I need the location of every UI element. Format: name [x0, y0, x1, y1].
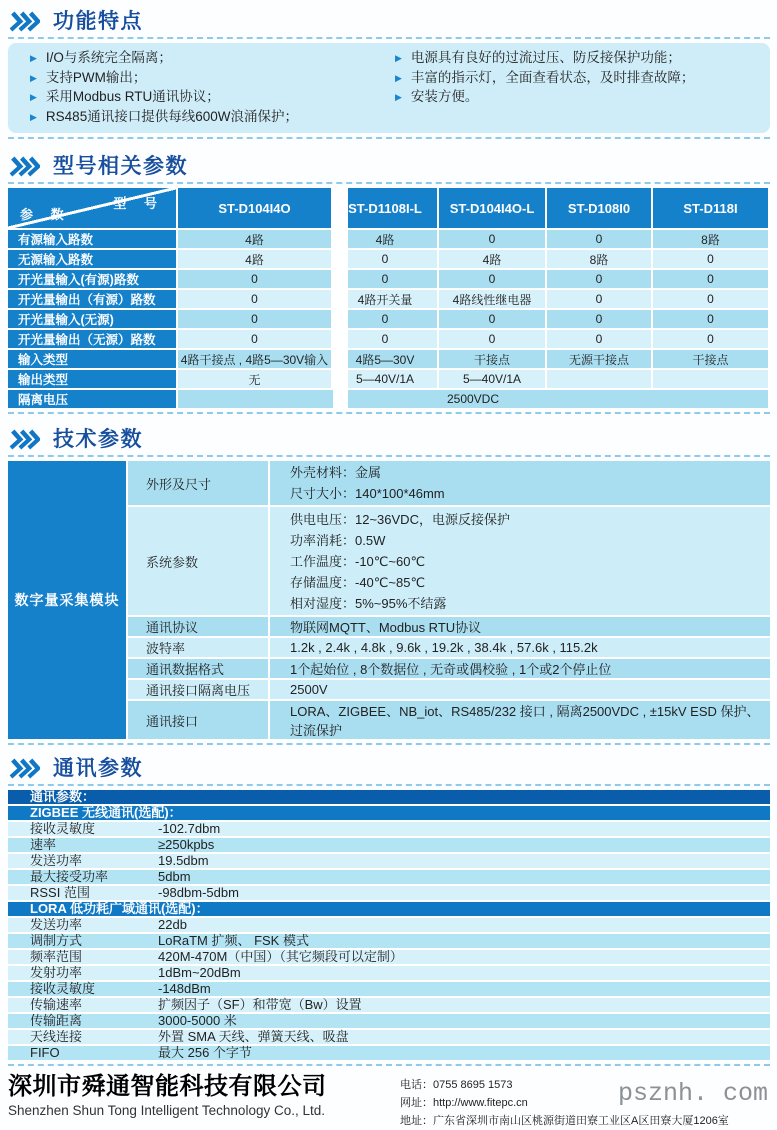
feature-item — [30, 69, 395, 89]
triangle-bullet-icon: ▶ — [30, 92, 37, 102]
cell: 0 — [547, 270, 653, 290]
cell: 5—40V/1A — [333, 370, 439, 390]
row-label: 隔离电压 — [8, 390, 178, 410]
cell: 0 — [333, 310, 439, 330]
cell: 8路 — [653, 230, 770, 250]
row-label: 开光量输出（有源）路数 — [8, 290, 178, 310]
cell: 物联网MQTT、Modbus RTU协议 — [270, 617, 770, 638]
cell: 4路干接点 , 4路5—30V输入 — [178, 350, 333, 370]
model-column-header: ST-D118I — [653, 188, 770, 230]
feature-text: I/O与系统完全隔离； — [45, 50, 172, 65]
comm-group-header-lora: LORA 低功耗广域通讯(选配)： — [8, 902, 770, 918]
feature-text: 电源具有良好的过流过压、防反接保护功能； — [410, 50, 681, 65]
row-label: 传输速率 — [30, 997, 83, 1012]
table-row — [8, 918, 770, 934]
cell: 2500V — [270, 680, 770, 701]
row-label: 输出类型 — [8, 370, 178, 390]
cell: 0 — [178, 330, 333, 350]
cell: 干接点 — [439, 350, 547, 370]
cell: 4路线性继电器 — [439, 290, 547, 310]
section-models-header — [10, 150, 770, 180]
cell: 5—40V/1A — [439, 370, 547, 390]
triangle-bullet-icon: ▶ — [395, 72, 402, 83]
model-column-header: ST-D104I4O — [178, 188, 333, 230]
row-label: 输入类型 — [8, 350, 178, 370]
row-label: 发送功率 — [30, 917, 83, 932]
cell: 0 — [333, 270, 439, 290]
table-row — [8, 838, 770, 854]
table-row — [8, 290, 770, 310]
watermark-text: psznh. com — [617, 1079, 768, 1108]
scan-column-gap — [333, 188, 348, 410]
features-box — [8, 43, 770, 133]
cell: 干接点 — [653, 350, 770, 370]
row-label: 通讯数据格式 — [128, 659, 270, 680]
divider — [8, 1064, 770, 1066]
cell: 0 — [547, 330, 653, 350]
tech-parameters-table — [8, 461, 770, 741]
feature-item — [395, 69, 760, 89]
cell: -148dBm — [158, 981, 211, 996]
cell: 1个起始位 , 8个数据位 , 无奇或偶校验 , 1个或2个停止位 — [270, 659, 770, 680]
cell: 0 — [439, 310, 547, 330]
row-label: 系统参数 — [128, 507, 270, 617]
feature-item — [30, 88, 395, 108]
cell: 扩频因子（SF）和带宽（Bw）设置 — [158, 997, 362, 1012]
section-title-comm: 通讯参数 — [53, 757, 143, 780]
cell: LoRaTM 扩频、 FSK 模式 — [158, 933, 309, 948]
cell: 0 — [653, 330, 770, 350]
cell: 最大 256 个字节 — [158, 1045, 252, 1060]
table-row — [8, 370, 770, 390]
table-row — [8, 1046, 770, 1062]
feature-text: 丰富的指示灯，全面查看状态，及时排查故障； — [410, 69, 695, 85]
model-table-header-row — [8, 188, 770, 230]
row-label: 波特率 — [128, 638, 270, 659]
feature-text: 支持PWM输出； — [45, 69, 147, 85]
triangle-bullet-icon: ▶ — [395, 92, 402, 102]
row-label: RSSI 范围 — [30, 885, 90, 900]
cell: 0 — [547, 310, 653, 330]
cell: 4路 — [333, 230, 439, 250]
feature-text: 安装方便。 — [410, 89, 479, 104]
row-label: 开光量输出（无源）路数 — [8, 330, 178, 350]
cell — [653, 370, 770, 390]
feature-item — [30, 49, 395, 69]
model-parameters-table — [8, 188, 770, 410]
table-row — [8, 870, 770, 886]
row-label: 发送功率 — [30, 853, 83, 868]
section-comm-header — [10, 752, 770, 782]
cell: 4路5—30V — [333, 350, 439, 370]
row-label: FIFO — [30, 1045, 60, 1060]
cell: LORA、ZIGBEE、NB_iot、RS485/232 接口 , 隔离2500VDC , ±15kV ESD 保护、过流保护 — [270, 701, 770, 741]
table-row — [8, 1030, 770, 1046]
row-label: 最大接受功率 — [30, 869, 109, 884]
row-label: 接收灵敏度 — [30, 981, 96, 996]
cell: 0 — [439, 270, 547, 290]
cell — [270, 507, 770, 617]
value-line: 尺寸大小：140*100*46mm — [290, 486, 445, 501]
cell: 8路 — [547, 250, 653, 270]
table-row — [8, 966, 770, 982]
divider — [8, 37, 770, 39]
value-line: 工作温度：-10℃~60℃ — [290, 553, 426, 569]
cell: 0 — [333, 330, 439, 350]
section-title-features: 功能特点 — [53, 10, 143, 33]
divider — [8, 137, 770, 139]
cell: 0 — [178, 310, 333, 330]
contact-website: 网址：http://www.fitepc.cn — [400, 1097, 528, 1110]
triangle-bullet-icon: ▶ — [30, 72, 37, 83]
contact-address: 地址：广东省深圳市南山区桃源街道田寮工业区A区田寮大厦1206室 — [400, 1115, 729, 1128]
cell: 0 — [653, 310, 770, 330]
comm-parameters-table — [8, 790, 770, 1062]
triangle-bullet-icon: ▶ — [30, 111, 37, 122]
value-line: 功率消耗：0.5W — [290, 532, 386, 548]
table-row — [8, 330, 770, 350]
features-right-column — [395, 49, 760, 127]
table-row-merged — [8, 390, 770, 410]
cell: -102.7dbm — [158, 821, 221, 836]
cell — [270, 461, 770, 507]
cell: 0 — [653, 290, 770, 310]
table-row — [8, 854, 770, 870]
feature-item — [395, 88, 760, 108]
triple-chevron-icon — [9, 11, 41, 32]
corner-label-model: 型 号 — [113, 196, 164, 211]
table-row — [8, 982, 770, 998]
company-name-en: Shenzhen Shun Tong Intelligent Technology Co., Ltd. — [8, 1102, 325, 1118]
model-table-wrap — [8, 188, 770, 410]
feature-text: 采用Modbus RTU通讯协议； — [45, 89, 220, 104]
model-column-header: ST-D108I0 — [547, 188, 653, 230]
row-label: 通讯接口隔离电压 — [128, 680, 270, 701]
feature-item — [30, 108, 395, 128]
features-left-column — [30, 49, 395, 127]
row-label: 开光量输入(有源)路数 — [8, 270, 178, 290]
divider — [8, 182, 770, 184]
divider — [8, 412, 770, 414]
merged-cell: 2500VDC — [178, 390, 770, 410]
row-label: 无源输入路数 — [8, 250, 178, 270]
cell: 5dbm — [158, 869, 191, 884]
triangle-bullet-icon: ▶ — [395, 53, 402, 63]
cell: -98dbm-5dbm — [158, 885, 239, 900]
table-row — [8, 230, 770, 250]
table-row — [8, 310, 770, 330]
model-column-header: ST-D1108I-L — [333, 188, 439, 230]
company-name-cn: 深圳市舜通智能科技有限公司 — [8, 1073, 327, 1100]
cell: 0 — [547, 230, 653, 250]
table-row — [8, 461, 770, 507]
cell: 4路开关量 — [333, 290, 439, 310]
triple-chevron-icon — [9, 758, 41, 779]
section-comm — [8, 752, 770, 1066]
cell: 4路 — [178, 230, 333, 250]
row-label: 通讯协议 — [128, 617, 270, 638]
cell: 1.2k , 2.4k , 4.8k , 9.6k , 19.2k , 38.4k , 57.6k , 115.2k — [270, 638, 770, 659]
cell: 无源干接点 — [547, 350, 653, 370]
cell: 0 — [547, 290, 653, 310]
table-row — [8, 934, 770, 950]
row-label: 调制方式 — [30, 933, 83, 948]
module-name-cell: 数字量采集模块 — [8, 461, 128, 741]
value-line: 供电电压：12~36VDC，电源反接保护 — [290, 511, 510, 527]
value-line: 外壳材料：金属 — [290, 465, 382, 480]
cell: 0 — [439, 330, 547, 350]
cell: 0 — [178, 290, 333, 310]
table-row — [8, 998, 770, 1014]
section-title-models: 型号相关参数 — [53, 155, 188, 178]
row-label: 传输距离 — [30, 1013, 83, 1028]
corner-label-parameter: 参 数 — [20, 207, 71, 222]
company-block — [8, 1073, 400, 1130]
cell: 外置 SMA 天线、弹簧天线、吸盘 — [158, 1029, 349, 1044]
row-label: 天线连接 — [30, 1029, 83, 1044]
cell: 无 — [178, 370, 333, 390]
table-row — [8, 270, 770, 290]
section-models — [8, 150, 770, 414]
cell: 1dBm~20dBm — [158, 965, 241, 980]
row-label: 外形及尺寸 — [128, 461, 270, 507]
table-row — [8, 250, 770, 270]
cell — [547, 370, 653, 390]
contact-phone: 电话：0755 8695 1573 — [400, 1079, 513, 1091]
table-row — [8, 822, 770, 838]
cell: 4路 — [178, 250, 333, 270]
table-row — [8, 1014, 770, 1030]
cell: 4路 — [439, 250, 547, 270]
cell: 420M-470M（中国）（其它频段可以定制） — [158, 949, 403, 964]
row-label: 频率范围 — [30, 949, 83, 964]
cell: 0 — [333, 250, 439, 270]
cell: 0 — [653, 270, 770, 290]
row-label: 通讯接口 — [128, 701, 270, 741]
cell: 3000-5000 米 — [158, 1013, 237, 1028]
triple-chevron-icon — [9, 429, 41, 450]
section-tech-header — [10, 423, 770, 453]
divider — [8, 743, 770, 745]
cell: ≥250kpbs — [158, 837, 215, 852]
value-line: 相对湿度：5%~95%不结露 — [290, 595, 447, 611]
table-row — [8, 886, 770, 902]
table-row — [8, 350, 770, 370]
section-tech — [8, 423, 770, 745]
triangle-bullet-icon: ▶ — [30, 53, 37, 63]
comm-main-header: 通讯参数： — [8, 790, 770, 806]
model-table-corner-cell — [8, 188, 178, 230]
cell: 19.5dbm — [158, 853, 209, 868]
section-title-tech: 技术参数 — [53, 428, 143, 451]
cell: 22db — [158, 917, 187, 932]
divider — [8, 784, 770, 786]
feature-text: RS485通讯接口提供每线600W浪涌保护； — [45, 108, 298, 124]
table-row — [8, 950, 770, 966]
divider — [8, 455, 770, 457]
section-features — [8, 5, 770, 139]
triple-chevron-icon — [9, 156, 41, 177]
cell: 0 — [439, 230, 547, 250]
comm-group-header-zigbee: ZIGBEE 无线通讯(选配)： — [8, 806, 770, 822]
cell: 0 — [178, 270, 333, 290]
row-label: 速率 — [30, 837, 57, 852]
row-label: 开光量输入(无源) — [8, 310, 178, 330]
row-label: 发射功率 — [30, 965, 83, 980]
footer — [8, 1073, 770, 1130]
row-label: 有源输入路数 — [8, 230, 178, 250]
value-line: 存储温度：-40℃~85℃ — [290, 574, 426, 590]
cell: 0 — [653, 250, 770, 270]
row-label: 接收灵敏度 — [30, 821, 96, 836]
model-column-header: ST-D104I4O-L — [439, 188, 547, 230]
section-features-header — [10, 5, 770, 35]
feature-item — [395, 49, 760, 69]
